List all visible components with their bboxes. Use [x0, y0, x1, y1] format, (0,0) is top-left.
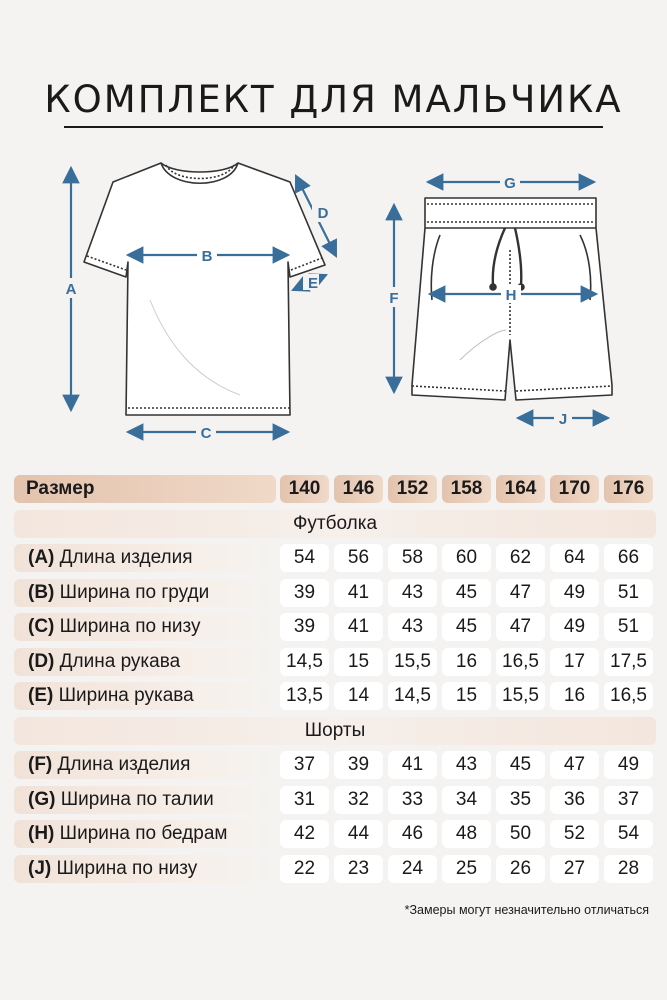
table-row — [14, 817, 656, 852]
table-cell: 13,5 — [280, 682, 329, 710]
table-cell: 34 — [442, 786, 491, 814]
table-cell: 39 — [280, 579, 329, 607]
table-cell: 51 — [604, 613, 653, 641]
table-row — [14, 783, 656, 818]
table-row — [14, 748, 656, 783]
measurement-code: (J) — [28, 857, 52, 879]
table-cell: 16,5 — [496, 648, 545, 676]
table-cell: 49 — [550, 579, 599, 607]
table-cell: 37 — [604, 786, 653, 814]
size-164: 164 — [496, 475, 545, 503]
measurement-name: Ширина по талии — [60, 788, 214, 810]
measurement-name: Ширина по груди — [59, 581, 210, 603]
measurement-label — [14, 751, 276, 779]
size-152: 152 — [388, 475, 437, 503]
table-cell: 15 — [334, 648, 383, 676]
measurement-name: Длина изделия — [59, 547, 193, 568]
table-row — [14, 541, 656, 576]
table-cell: 44 — [334, 820, 383, 848]
table-cell: 33 — [388, 786, 437, 814]
table-cell: 41 — [334, 579, 383, 607]
measurement-label — [14, 579, 276, 607]
dim-f-letter: F — [389, 290, 399, 307]
table-cell: 35 — [496, 786, 545, 814]
measurement-code: (H) — [28, 823, 55, 844]
table-row — [14, 852, 656, 887]
dim-b-letter: B — [201, 248, 213, 265]
table-cell: 45 — [496, 751, 545, 779]
table-cell: 48 — [442, 820, 491, 848]
table-cell: 51 — [604, 579, 653, 607]
table-cell: 26 — [496, 855, 545, 883]
measurement-name: Ширина по низу — [56, 857, 198, 879]
dim-d-letter: D — [317, 205, 329, 222]
table-cell: 24 — [388, 855, 437, 883]
page-title: КОМПЛЕКТ ДЛЯ МАЛЬЧИКА — [44, 78, 623, 121]
measurement-note: *Замеры могут незначительно отличаться — [404, 903, 649, 917]
table-cell: 52 — [550, 820, 599, 848]
table-cell: 66 — [604, 544, 653, 572]
table-cell: 41 — [388, 751, 437, 779]
measurement-code: (G) — [28, 788, 56, 810]
table-cell: 42 — [280, 820, 329, 848]
measurement-name: Ширина по бедрам — [59, 823, 228, 844]
measurement-label — [14, 820, 276, 848]
size-170: 170 — [550, 475, 599, 503]
table-cell: 43 — [388, 579, 437, 607]
shorts-section-row — [14, 714, 656, 749]
table-row — [14, 645, 656, 680]
table-cell: 27 — [550, 855, 599, 883]
table-cell: 15,5 — [388, 648, 437, 676]
size-header-label: Размер — [14, 475, 276, 503]
table-cell: 46 — [388, 820, 437, 848]
table-cell: 16,5 — [604, 682, 653, 710]
table-cell: 25 — [442, 855, 491, 883]
table-cell: 56 — [334, 544, 383, 572]
table-cell: 16 — [442, 648, 491, 676]
dim-c-letter: C — [200, 425, 212, 442]
tshirt-outline — [84, 163, 325, 415]
table-cell: 15,5 — [496, 682, 545, 710]
table-cell: 64 — [550, 544, 599, 572]
table-cell: 22 — [280, 855, 329, 883]
measurement-code: (E) — [28, 685, 54, 706]
title-underline — [64, 126, 603, 128]
table-cell: 45 — [442, 579, 491, 607]
measurement-code: (B) — [28, 581, 55, 603]
table-cell: 47 — [550, 751, 599, 779]
table-cell: 43 — [442, 751, 491, 779]
table-cell: 14,5 — [280, 648, 329, 676]
table-cell: 49 — [550, 613, 599, 641]
dim-h-letter: H — [505, 287, 517, 304]
table-cell: 47 — [496, 579, 545, 607]
garment-diagram — [0, 140, 667, 450]
table-cell: 39 — [334, 751, 383, 779]
table-cell: 47 — [496, 613, 545, 641]
size-table — [14, 472, 656, 886]
table-cell: 36 — [550, 786, 599, 814]
table-cell: 14 — [334, 682, 383, 710]
table-cell: 37 — [280, 751, 329, 779]
size-header-row — [14, 472, 656, 507]
table-cell: 60 — [442, 544, 491, 572]
measurement-name: Длина рукава — [59, 650, 181, 672]
tshirt-section-row — [14, 507, 656, 542]
table-cell: 23 — [334, 855, 383, 883]
measurement-name: Ширина по низу — [59, 616, 201, 637]
measurement-label — [14, 544, 276, 572]
table-cell: 50 — [496, 820, 545, 848]
table-cell: 39 — [280, 613, 329, 641]
table-cell: 17,5 — [604, 648, 653, 676]
dim-g-letter: G — [504, 175, 516, 192]
measurement-label — [14, 786, 276, 814]
shorts-section-title: Шорты — [14, 717, 656, 745]
table-cell: 49 — [604, 751, 653, 779]
dim-a-letter: A — [65, 281, 77, 298]
size-146: 146 — [334, 475, 383, 503]
size-176: 176 — [604, 475, 653, 503]
tshirt-drawing — [84, 163, 325, 415]
table-cell: 41 — [334, 613, 383, 641]
dim-j-letter: J — [558, 411, 568, 428]
measurement-code: (F) — [28, 754, 53, 775]
measurement-label — [14, 855, 276, 883]
table-cell: 28 — [604, 855, 653, 883]
table-cell: 16 — [550, 682, 599, 710]
table-row — [14, 576, 656, 611]
table-cell: 15 — [442, 682, 491, 710]
table-cell: 17 — [550, 648, 599, 676]
measurement-label — [14, 613, 276, 641]
table-cell: 14,5 — [388, 682, 437, 710]
measurement-code: (C) — [28, 616, 55, 637]
table-cell: 54 — [604, 820, 653, 848]
table-cell: 54 — [280, 544, 329, 572]
tshirt-section-title: Футболка — [14, 510, 656, 538]
table-row — [14, 610, 656, 645]
measurement-label — [14, 648, 276, 676]
table-cell: 32 — [334, 786, 383, 814]
measurement-code: (D) — [28, 650, 55, 672]
table-cell: 43 — [388, 613, 437, 641]
table-cell: 45 — [442, 613, 491, 641]
table-row — [14, 679, 656, 714]
size-158: 158 — [442, 475, 491, 503]
table-cell: 31 — [280, 786, 329, 814]
measurement-code: (A) — [28, 547, 55, 568]
measurement-name: Длина изделия — [57, 754, 191, 775]
size-140: 140 — [280, 475, 329, 503]
measurement-label — [14, 682, 276, 710]
dim-e-letter: E — [307, 275, 319, 292]
table-cell: 58 — [388, 544, 437, 572]
measurement-name: Ширина рукава — [58, 685, 194, 706]
table-cell: 62 — [496, 544, 545, 572]
